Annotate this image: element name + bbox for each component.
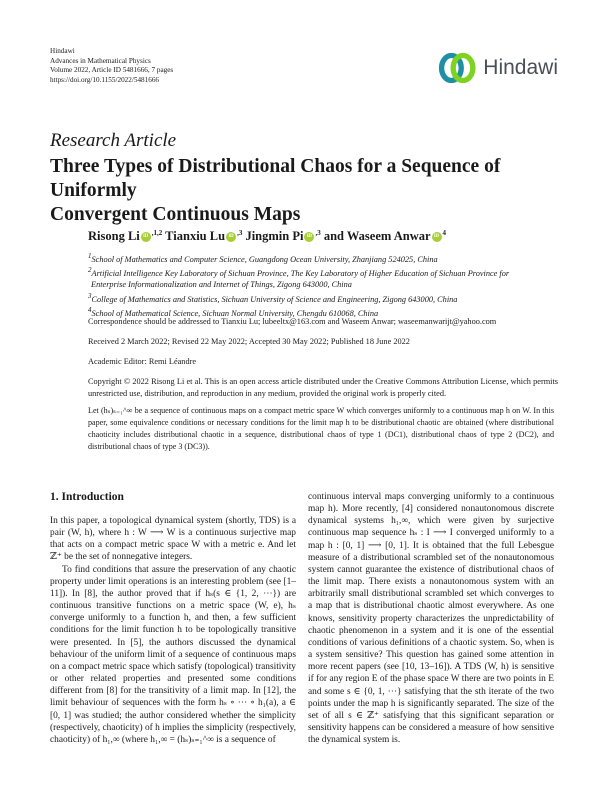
- orcid-icon[interactable]: iD: [304, 232, 314, 242]
- abstract: Let (hₛ)ₛ₌₁^∞ be a sequence of continuous maps on a compact metric space W which converges uniformly to a continuous map h on W. In this paper, some equivalence conditions or necessary conditions for the limit map h to be distributional chaotic are obtained (where distributional chaoticity includes distributional chaotic in a sequence, distributional chaos of type 1 (DC1), distributional chaos of type 2 (DC2), and distributional chaos of type 3 (DC3)).: [88, 406, 554, 451]
- orcid-icon[interactable]: iD: [226, 232, 236, 242]
- paragraph: continuous interval maps converging uniformly to a continuous map h). More recently, [4] considered nonautonomous discrete dynamical systems h₁,∞, which were given by surjective continuous map sequence hₛ : I ⟶ I converged uniformly to a map h : [0, 1] ⟶ [0, 1]. It is obtained that the full Lebesgue measure of a distributional scrambled set of the nonautonomous system cannot guarantee the existence of distributional chaos of the limit map. There exists a nonautonomous system with an arbitrarily small distributional scrambled set which converges to a map that is distributional chaotic almost everywhere. As one knows, sensitivity property characterizes the unpredictability of chaotic phenomenon in a system and it is one of the essential conditions of various definitions of a chaotic system. So, when is a system sensitive? This question has gained some attention in more recent papers (see [10, 13–16]). A TDS (W, h) is sensitive if for any region E of the phase space W there are two points in E and some s ∈ {0, 1, ⋯} satisfying that the sth iterate of the two points under the map h is significantly separated. The size of the set of all s ∈ ℤ⁺ satisfying that this significant separation or sensitivity happens can be considered a measure of how sensitive the dynamical system is.: [308, 492, 554, 746]
- right-column: [308, 491, 554, 746]
- doi-link[interactable]: https://doi.org/10.1155/2022/5481666: [50, 75, 160, 84]
- correspondence: Correspondence should be addressed to Tianxiu Lu; lubeeltx@163.com and Waseem Anwar; waseemanwarijt@yahoo.com: [88, 317, 497, 326]
- affiliation: $^1$School of Mathematics and Computer Science, Guangdong Ocean University, Zhanjiang 524025, China: [88, 252, 438, 264]
- author-name: and Waseem Anwar: [323, 229, 431, 244]
- hindawi-logo: [438, 48, 558, 88]
- publisher: Hindawi: [50, 47, 75, 55]
- left-column: [50, 515, 296, 746]
- affiliation-cont: Enterprise Informationalization and Internet of Things, Zigong 643000, China: [91, 280, 352, 290]
- author-name: Tianxiu Lu: [165, 229, 226, 244]
- author-affil: 4: [442, 229, 447, 237]
- author-affil: ,1,2: [151, 229, 163, 237]
- academic-editor: Academic Editor: Remi Léandre: [88, 357, 197, 366]
- author-affil: ,3: [315, 229, 321, 237]
- author-name: Jingmin Pi: [245, 229, 304, 244]
- hindawi-rings-icon: [438, 49, 477, 87]
- paragraph: In this paper, a topological dynamical system (shortly, TDS) is a pair (W, h), where h : W ⟶ W is a continuous surjective map that acts on a compact metric space W with a metric e. And let ℤ⁺ be the set of nonnegative integers.: [50, 516, 296, 563]
- title-line: Convergent Continuous Maps: [50, 204, 301, 225]
- section-heading: 1. Introduction: [50, 491, 124, 503]
- orcid-icon[interactable]: iD: [432, 232, 442, 242]
- affiliation: $^4$School of Mathematical Science, Sichuan Normal University, Chengdu 610068, China: [88, 305, 379, 318]
- author-name: Risong Li: [88, 229, 140, 244]
- orcid-icon[interactable]: iD: [141, 232, 151, 242]
- article-type: Research Article: [50, 130, 177, 151]
- affiliation: $^2$Artificial Intelligence Key Laboratory of Sichuan Province, The Key Laboratory of Higher Education of Sichuan Province for: [88, 266, 510, 278]
- title-line: Three Types of Distributional Chaos for a Sequence of Uniformly: [50, 156, 501, 201]
- paragraph: To find conditions that assure the preservation of any chaotic property under limit operations is an interesting problem (see [1–11]). In [8], the author proved that if hₛ(s ∈ {1, 2, ⋯}) are continuous transitive functions on a metric space (W, e), hₛ converge uniformly to a function h, and then, a few sufficient conditions for the limit function h to be topologically transitive were presented. In [5], the authors discussed the dynamical behaviour of the uniform limit of a sequence of continuous maps on a compact metric space which satisfy (topological) transitivity or other related properties and presented some conditions different from [8] for the transitivity of a limit map. In [12], the limit behaviour of sequences with the form hₛ ∘ ⋯ ∘ h₁(a), a ∈ [0, 1] was studied; the author considered whether the simplicity (respectively, chaoticity) of h implies the simplicity (respectively, chaoticity) of h₁,∞ (where h₁,∞ = (hₛ)ₛ₌₁^∞ is a sequence of: [50, 564, 296, 745]
- paper-title: [50, 155, 560, 227]
- dates: Received 2 March 2022; Revised 22 May 2022; Accepted 30 May 2022; Published 18 June 2022: [88, 337, 410, 346]
- affiliations: [88, 251, 558, 319]
- author-affil: ,3: [237, 229, 243, 237]
- journal-name: Advances in Mathematical Physics: [50, 56, 151, 65]
- author-list: [88, 229, 446, 244]
- affiliation: $^3$College of Mathematics and Statistics, Sichuan University of Science and Engineering, Zigong 643000, China: [88, 291, 458, 304]
- copyright: Copyright © 2022 Risong Li et al. This is an open access article distributed under the Creative Commons Attribution License, which permits unrestricted use, distribution, and reproduction in any medium, provided the original work is properly cited.: [88, 377, 558, 398]
- logo-text: Hindawi: [483, 56, 558, 79]
- volume-info: Volume 2022, Article ID 5481666, 7 pages: [50, 66, 174, 75]
- journal-header: [50, 47, 173, 85]
